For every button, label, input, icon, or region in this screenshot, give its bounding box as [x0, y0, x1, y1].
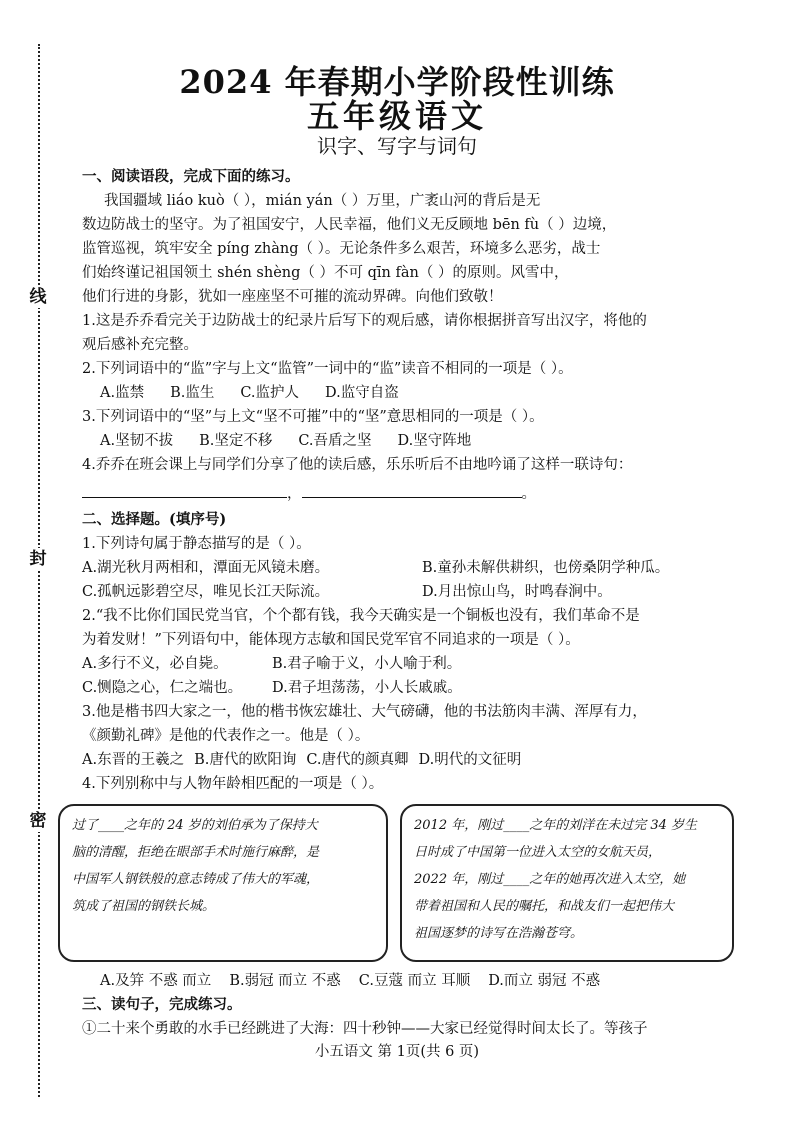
- question-1-1: 1.这是乔乔看完关于边防战士的纪录片后写下的观后感，请你根据拼音写出汉字，将他的: [82, 313, 647, 329]
- poem-answer-lines: [82, 481, 712, 506]
- box-line: 筑成了祖国的钢铁长城。: [72, 899, 216, 914]
- question-1-3: 3.下列词语中的“坚”与上文“坚不可摧”中的“坚”意思相同的一项是（ ）。: [82, 409, 544, 425]
- passage-line: 监管巡视，筑牢安全 píng zhàng（ ）。无论条件多么艰苦，环境多么恶劣，战士: [82, 241, 601, 257]
- option[interactable]: D.君子坦荡荡，小人长戚戚。: [272, 680, 462, 696]
- exam-title: 2024 年春期小学阶段性训练: [179, 63, 615, 101]
- option[interactable]: B.君子喻于义，小人喻于利。: [272, 656, 462, 672]
- option[interactable]: B.童孙未解供耕织，也傍桑阴学种瓜。: [422, 560, 670, 576]
- passage-line: 我国疆域 liáo kuò（ ），mián yán（ ）万里，广袤山河的背后是无: [104, 193, 541, 209]
- option[interactable]: A.及笄 不惑 而立: [100, 973, 212, 989]
- box-line: 脑的清醒，拒绝在眼部手术时施行麻醉，是: [72, 845, 320, 860]
- box-line: 祖国逐梦的诗写在浩瀚苍穹。: [414, 926, 584, 941]
- option[interactable]: D.月出惊山鸟，时鸣春涧中。: [422, 584, 612, 600]
- option[interactable]: C.恻隐之心，仁之端也。: [82, 680, 243, 696]
- question-2-2-cont: 为着发财！”下列语句中，能体现方志敏和国民党军官不同追求的一项是（ ）。: [82, 632, 580, 648]
- question-2-2: 2.“我不比你们国民党当官，个个都有钱，我今天确实是一个铜板也没有，我们革命不是: [82, 608, 640, 624]
- box-line: 带着祖国和人民的嘱托，和战友们一起把伟大: [414, 899, 675, 914]
- box-line: 2022 年，刚过____之年的她再次进入太空，她: [414, 872, 686, 887]
- question-2-3-cont: 《颜勤礼碑》是他的代表作之一。他是（ ）。: [82, 728, 370, 744]
- answer-blank[interactable]: [82, 481, 287, 498]
- question-1-2: 2.下列词语中的“监”字与上文“监管”一词中的“监”读音不相同的一项是（ ）。: [82, 361, 573, 377]
- part3-sentence: ①二十来个勇敢的水手已经跳进了大海：四十秒钟——大家已经觉得时间太长了。等孩子: [82, 1021, 648, 1037]
- context-boxes: [72, 804, 712, 969]
- question-2-1: 1.下列诗句属于静态描写的是（ ）。: [82, 536, 311, 552]
- question-2-2-options-row: [82, 652, 712, 676]
- section-title: 识字、写字与词句: [317, 134, 477, 158]
- option[interactable]: A.多行不义，必自毙。: [82, 656, 228, 672]
- question-2-3-options: [82, 748, 712, 772]
- question-1-3-options: [82, 429, 712, 453]
- answer-blank[interactable]: [302, 481, 522, 498]
- option[interactable]: A.东晋的王羲之: [82, 752, 185, 768]
- option[interactable]: D.明代的文征明: [418, 752, 522, 768]
- option[interactable]: C.豆蔻 而立 耳顺: [358, 973, 471, 989]
- margin-label-mi: 密: [27, 810, 49, 832]
- passage-line: 们始终谨记祖国领土 shén shèng（ ）不可 qīn fàn（ ）的原则。风雪中，: [82, 265, 569, 281]
- option[interactable]: D.监守自盗: [325, 385, 399, 401]
- passage-line: 数边防战士的坚守。为了祖国安宁，人民幸福，他们义无反顾地 bēn fù（ ）边境，: [82, 217, 617, 233]
- box-line: 过了____之年的 24 岁的刘伯承为了保持大: [72, 818, 318, 833]
- question-2-4: 4.下列别称中与人物年龄相匹配的一项是（ ）。: [82, 776, 384, 792]
- part3-heading: 三、读句子，完成练习。: [82, 996, 242, 1013]
- part2-heading: 二、选择题。(填序号): [82, 511, 227, 528]
- question-2-2-options-row: [82, 676, 712, 700]
- question-1-1-cont: 观后感补充完整。: [82, 337, 198, 353]
- passage-line: 他们行进的身影，犹如一座座坚不可摧的流动界碑。向他们致敬！: [82, 289, 503, 305]
- box-line: 日时成了中国第一位进入太空的女航天员，: [414, 845, 662, 860]
- period: 。: [521, 486, 536, 502]
- option[interactable]: A.湖光秋月两相和，潭面无风镜未磨。: [82, 560, 330, 576]
- liu-bocheng-box: [58, 804, 388, 962]
- comma: ，: [287, 486, 302, 502]
- question-2-1-options-row: [82, 580, 712, 604]
- question-1-2-options: [82, 381, 712, 405]
- binding-margin-line: [38, 44, 40, 1097]
- question-2-4-options: [82, 969, 712, 993]
- option[interactable]: D.而立 弱冠 不惑: [488, 973, 601, 989]
- option[interactable]: B.唐代的欧阳询: [194, 752, 297, 768]
- option[interactable]: A.监禁: [100, 385, 145, 401]
- page-footer: 小五语文 第 1页(共 6 页): [314, 1044, 480, 1060]
- option[interactable]: B.弱冠 而立 不惑: [229, 973, 341, 989]
- option[interactable]: A.坚韧不拔: [100, 433, 174, 449]
- exam-content: [72, 165, 712, 1041]
- option[interactable]: B.坚定不移: [199, 433, 273, 449]
- option[interactable]: D.坚守阵地: [397, 433, 472, 449]
- part1-heading: 一、阅读语段，完成下面的练习。: [82, 168, 300, 185]
- margin-label-feng: 封: [27, 548, 49, 570]
- box-line: 2012 年，刚过____之年的刘洋在未过完 34 岁生: [414, 818, 698, 833]
- liu-yang-box: [400, 804, 734, 962]
- margin-label-xian: 线: [27, 286, 49, 308]
- question-2-1-options-row: [82, 556, 712, 580]
- option[interactable]: C.唐代的颜真卿: [306, 752, 409, 768]
- option[interactable]: C.监护人: [240, 385, 300, 401]
- exam-subtitle: 五年级语文: [306, 97, 487, 135]
- box-line: 中国军人钢铁般的意志铸成了伟大的军魂，: [72, 872, 320, 887]
- option[interactable]: C.孤帆远影碧空尽，唯见长江天际流。: [82, 584, 330, 600]
- option[interactable]: C.吾盾之坚: [298, 433, 372, 449]
- question-2-3: 3.他是楷书四大家之一，他的楷书恢宏雄壮、大气磅礴，他的书法筋肉丰满、浑厚有力，: [82, 704, 647, 720]
- option[interactable]: B.监生: [170, 385, 215, 401]
- question-1-4: 4.乔乔在班会课上与同学们分享了他的读后感，乐乐听后不由地吟诵了这样一联诗句：: [82, 457, 633, 473]
